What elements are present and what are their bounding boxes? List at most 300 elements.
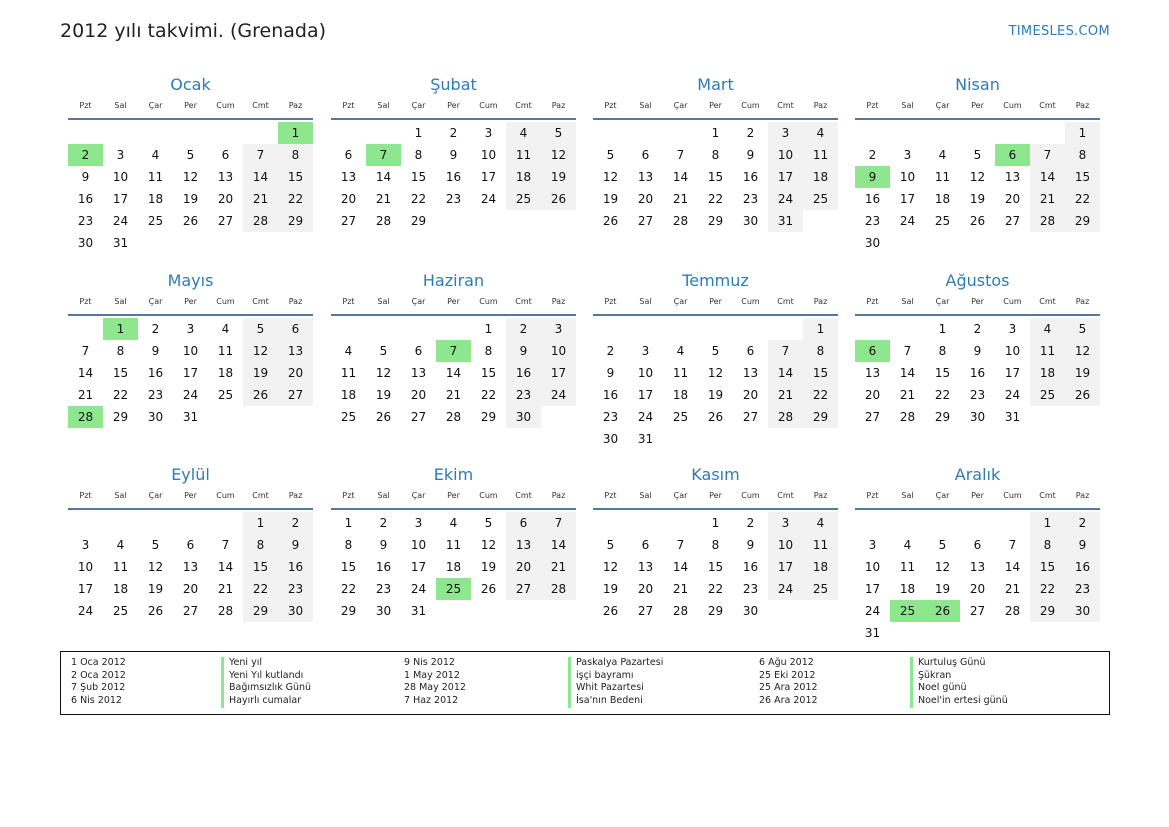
day-cell: 6 [186, 538, 195, 552]
day-cell: 22 [934, 388, 951, 402]
day-cell: 21 [768, 384, 803, 406]
day-cell: 26 [182, 214, 199, 228]
day-cell: 15 [480, 366, 497, 380]
weekday-label: Paz [551, 297, 566, 306]
empty-cell [855, 512, 890, 534]
day-cell: 13 [637, 170, 654, 184]
weekday-label: Çar [411, 101, 426, 110]
weekday-label: Pzt [342, 101, 355, 110]
weekday-label: Çar [148, 101, 163, 110]
day-cell: 28 [375, 214, 392, 228]
day-cell: 3 [1008, 322, 1017, 336]
days-grid [855, 318, 1100, 428]
empty-cell [173, 512, 208, 534]
legend-holiday-name: Yeni yıl [221, 657, 311, 670]
day-cell: 20 [340, 192, 357, 206]
day-cell: 17 [410, 560, 427, 574]
day-cell: 23 [506, 384, 541, 406]
day-cell: 14 [243, 166, 278, 188]
day-cell: 6 [973, 538, 982, 552]
legend-holiday-name: Yeni Yıl kutlandı [221, 670, 311, 683]
day-cell: 1 [711, 126, 720, 140]
day-cell: 16 [278, 556, 313, 578]
day-cell: 16 [506, 362, 541, 384]
day-cell: 25 [147, 214, 164, 228]
day-cell: 29 [112, 410, 129, 424]
day-cell: 4 [221, 322, 230, 336]
day-cell: 11 [803, 144, 838, 166]
day-cell: 29 [340, 604, 357, 618]
day-cell: 16 [742, 560, 759, 574]
day-cell: 27 [410, 410, 427, 424]
empty-cell [436, 318, 471, 340]
day-cell: 28 [899, 410, 916, 424]
day-cell: 18 [899, 582, 916, 596]
day-cell: 16 [969, 366, 986, 380]
day-cell: 15 [934, 366, 951, 380]
day-cell: 12 [480, 538, 497, 552]
empty-cell [995, 122, 1030, 144]
day-cell: 14 [1004, 560, 1021, 574]
day-cell: 30 [602, 432, 619, 446]
weekday-header [68, 292, 313, 316]
day-cell: 11 [445, 538, 462, 552]
weekday-label: Paz [288, 297, 303, 306]
month-block [593, 74, 838, 232]
day-cell: 23 [278, 578, 313, 600]
month-block [68, 270, 313, 428]
day-cell: 1 [1030, 512, 1065, 534]
day-cell: 28 [672, 604, 689, 618]
day-cell: 10 [864, 560, 881, 574]
month-block [855, 270, 1100, 428]
day-cell: 13 [1004, 170, 1021, 184]
day-cell: 10 [112, 170, 129, 184]
weekday-header [331, 96, 576, 120]
day-cell: 13 [340, 170, 357, 184]
month-block [68, 74, 313, 254]
day-cell: 31 [637, 432, 654, 446]
day-cell: 23 [742, 582, 759, 596]
days-grid [68, 512, 313, 622]
month-name: Mart [697, 75, 734, 94]
day-cell: 1 [803, 318, 838, 340]
day-cell: 11 [934, 170, 951, 184]
day-cell: 31 [1004, 410, 1021, 424]
day-cell: 28 [1004, 604, 1021, 618]
weekday-label: Per [447, 101, 460, 110]
day-cell: 12 [541, 144, 576, 166]
empty-cell [103, 122, 138, 144]
weekday-label: Pzt [342, 491, 355, 500]
day-cell: 9 [746, 538, 755, 552]
day-cell: 21 [672, 582, 689, 596]
legend-holiday-name: Noel'in ertesi günü [910, 695, 1008, 708]
legend-holiday-name: Şükran [910, 670, 1008, 683]
weekday-label: Pzt [866, 101, 879, 110]
day-cell: 24 [541, 384, 576, 406]
empty-cell [663, 122, 698, 144]
day-cell: 7 [1030, 144, 1065, 166]
weekday-label: Çar [148, 297, 163, 306]
day-cell: 17 [112, 192, 129, 206]
weekday-label: Cmt [515, 101, 532, 110]
day-cell: 17 [1004, 366, 1021, 380]
holiday-legend [60, 651, 1110, 715]
day-cell: 13 [278, 340, 313, 362]
day-cell: 5 [606, 538, 615, 552]
day-cell: 4 [506, 122, 541, 144]
days-grid [331, 318, 576, 428]
legend-date: 26 Ara 2012 [759, 695, 818, 707]
day-cell: 14 [672, 170, 689, 184]
day-cell: 30 [278, 600, 313, 622]
weekday-label: Cum [479, 101, 498, 110]
legend-holiday-name: Paskalya Pazartesi [568, 657, 663, 670]
weekday-label: Per [971, 101, 984, 110]
weekday-header [855, 96, 1100, 120]
day-cell: 29 [707, 214, 724, 228]
empty-cell [208, 122, 243, 144]
day-cell: 25 [934, 214, 951, 228]
day-cell: 10 [182, 344, 199, 358]
month-name: Ağustos [945, 271, 1010, 290]
day-cell: 22 [707, 582, 724, 596]
day-cell: 25 [217, 388, 234, 402]
day-cell: 29 [934, 410, 951, 424]
day-cell: 9 [1065, 534, 1100, 556]
day-cell: 2 [379, 516, 388, 530]
day-cell: 6 [344, 148, 353, 162]
day-cell: 24 [410, 582, 427, 596]
page-title: 2012 yılı takvimi. (Grenada) [60, 20, 327, 42]
weekday-label: Cum [1003, 101, 1022, 110]
day-cell: 2 [606, 344, 615, 358]
day-cell: 17 [768, 556, 803, 578]
day-cell: 3 [768, 122, 803, 144]
day-cell: 14 [899, 366, 916, 380]
day-cell: 21 [1030, 188, 1065, 210]
weekday-label: Per [971, 491, 984, 500]
day-cell: 17 [480, 170, 497, 184]
day-cell: 13 [969, 560, 986, 574]
day-cell: 23 [742, 192, 759, 206]
day-cell: 24 [768, 188, 803, 210]
day-cell: 15 [803, 362, 838, 384]
day-cell: 13 [506, 534, 541, 556]
legend-date: 7 Haz 2012 [404, 695, 459, 707]
day-cell: 8 [938, 344, 947, 358]
weekday-label: Paz [1075, 491, 1090, 500]
days-grid [331, 512, 576, 622]
weekday-label: Per [971, 297, 984, 306]
day-cell: 6 [641, 148, 650, 162]
weekday-label: Pzt [79, 297, 92, 306]
days-grid [593, 122, 838, 232]
weekday-label: Per [709, 491, 722, 500]
day-cell: 8 [711, 538, 720, 552]
day-cell: 16 [864, 192, 881, 206]
day-cell: 6 [221, 148, 230, 162]
weekday-label: Paz [1075, 101, 1090, 110]
month-name: Eylül [171, 465, 210, 484]
day-cell: 21 [77, 388, 94, 402]
day-cell: 27 [217, 214, 234, 228]
day-cell: 19 [375, 388, 392, 402]
holiday-day: 7 [436, 340, 471, 362]
day-cell: 2 [973, 322, 982, 336]
day-cell: 25 [1030, 384, 1065, 406]
weekday-label: Pzt [604, 101, 617, 110]
day-cell: 19 [147, 582, 164, 596]
day-cell: 13 [182, 560, 199, 574]
day-cell: 15 [112, 366, 129, 380]
day-cell: 4 [449, 516, 458, 530]
day-cell: 7 [541, 512, 576, 534]
day-cell: 15 [1065, 166, 1100, 188]
weekday-label: Sal [639, 101, 652, 110]
empty-cell [768, 318, 803, 340]
day-cell: 3 [414, 516, 423, 530]
day-cell: 25 [803, 578, 838, 600]
day-cell: 27 [506, 578, 541, 600]
day-cell: 12 [602, 560, 619, 574]
day-cell: 3 [903, 148, 912, 162]
empty-cell [1030, 122, 1065, 144]
day-cell: 14 [768, 362, 803, 384]
day-cell: 1 [243, 512, 278, 534]
weekday-label: Cum [741, 297, 760, 306]
day-cell: 16 [1065, 556, 1100, 578]
day-cell: 22 [1030, 578, 1065, 600]
day-cell: 5 [151, 538, 160, 552]
holiday-day: 6 [855, 340, 890, 362]
day-cell: 15 [278, 166, 313, 188]
day-cell: 5 [1065, 318, 1100, 340]
day-cell: 25 [506, 188, 541, 210]
day-cell: 10 [1004, 344, 1021, 358]
day-cell: 15 [707, 560, 724, 574]
weekday-label: Cum [1003, 491, 1022, 500]
site-link[interactable]: TIMESLES.COM [1008, 24, 1110, 39]
weekday-label: Per [447, 297, 460, 306]
day-cell: 14 [541, 534, 576, 556]
day-cell: 8 [711, 148, 720, 162]
day-cell: 30 [147, 410, 164, 424]
day-cell: 22 [278, 188, 313, 210]
weekday-label: Pzt [866, 297, 879, 306]
day-cell: 7 [768, 340, 803, 362]
weekday-label: Sal [639, 297, 652, 306]
empty-cell [890, 318, 925, 340]
day-cell: 3 [186, 322, 195, 336]
day-cell: 20 [410, 388, 427, 402]
day-cell: 26 [1065, 384, 1100, 406]
day-cell: 9 [151, 344, 160, 358]
day-cell: 29 [707, 604, 724, 618]
day-cell: 21 [541, 556, 576, 578]
day-cell: 4 [1030, 318, 1065, 340]
day-cell: 8 [414, 148, 423, 162]
day-cell: 23 [864, 214, 881, 228]
day-cell: 5 [973, 148, 982, 162]
day-cell: 11 [340, 366, 357, 380]
day-cell: 27 [278, 384, 313, 406]
day-cell: 30 [742, 214, 759, 228]
empty-cell [173, 122, 208, 144]
month-name: Ocak [170, 75, 211, 94]
day-cell: 26 [375, 410, 392, 424]
day-cell: 27 [1004, 214, 1021, 228]
weekday-header [331, 486, 576, 510]
weekday-label: Çar [935, 491, 950, 500]
day-cell: 1 [1065, 122, 1100, 144]
day-cell: 19 [934, 582, 951, 596]
day-cell: 28 [1030, 210, 1065, 232]
empty-cell [855, 122, 890, 144]
day-cell: 7 [903, 344, 912, 358]
legend-date: 2 Oca 2012 [71, 669, 126, 681]
weekday-label: Cmt [777, 101, 794, 110]
day-cell: 17 [899, 192, 916, 206]
weekday-header [68, 486, 313, 510]
day-cell: 5 [243, 318, 278, 340]
day-cell: 7 [81, 344, 90, 358]
day-cell: 21 [243, 188, 278, 210]
day-cell: 18 [934, 192, 951, 206]
day-cell: 9 [449, 148, 458, 162]
day-cell: 2 [746, 126, 755, 140]
day-cell: 28 [243, 210, 278, 232]
legend-date: 7 Şub 2012 [71, 682, 126, 694]
day-cell: 1 [938, 322, 947, 336]
day-cell: 8 [803, 340, 838, 362]
empty-cell [960, 512, 995, 534]
day-cell: 28 [672, 214, 689, 228]
day-cell: 10 [541, 340, 576, 362]
day-cell: 8 [1065, 144, 1100, 166]
weekday-label: Per [184, 297, 197, 306]
empty-cell [890, 512, 925, 534]
day-cell: 3 [484, 126, 493, 140]
day-cell: 13 [217, 170, 234, 184]
day-cell: 2 [449, 126, 458, 140]
day-cell: 1 [711, 516, 720, 530]
day-cell: 22 [243, 578, 278, 600]
empty-cell [366, 122, 401, 144]
day-cell: 20 [742, 388, 759, 402]
weekday-label: Cmt [777, 297, 794, 306]
empty-cell [733, 318, 768, 340]
day-cell: 11 [899, 560, 916, 574]
legend-date: 1 May 2012 [404, 669, 460, 681]
legend-date: 25 Eki 2012 [759, 669, 816, 681]
day-cell: 26 [243, 384, 278, 406]
month-name: Haziran [422, 271, 485, 290]
weekday-label: Çar [673, 491, 688, 500]
weekday-label: Cmt [1039, 297, 1056, 306]
day-cell: 11 [147, 170, 164, 184]
day-cell: 12 [375, 366, 392, 380]
holiday-day: 25 [436, 578, 471, 600]
weekday-header [593, 486, 838, 510]
day-cell: 11 [112, 560, 129, 574]
day-cell: 20 [864, 388, 881, 402]
day-cell: 27 [182, 604, 199, 618]
day-cell: 24 [768, 578, 803, 600]
month-name: Nisan [955, 75, 1000, 94]
weekday-label: Sal [377, 101, 390, 110]
day-cell: 11 [803, 534, 838, 556]
weekday-label: Per [184, 101, 197, 110]
weekday-label: Cmt [515, 297, 532, 306]
day-cell: 24 [1004, 388, 1021, 402]
weekday-label: Çar [935, 101, 950, 110]
weekday-header [855, 486, 1100, 510]
day-cell: 9 [746, 148, 755, 162]
days-grid [855, 122, 1100, 254]
day-cell: 11 [672, 366, 689, 380]
day-cell: 4 [938, 148, 947, 162]
day-cell: 17 [637, 388, 654, 402]
day-cell: 14 [445, 366, 462, 380]
empty-cell [855, 318, 890, 340]
weekday-label: Paz [551, 101, 566, 110]
day-cell: 14 [375, 170, 392, 184]
day-cell: 3 [116, 148, 125, 162]
day-cell: 26 [480, 582, 497, 596]
weekday-label: Pzt [604, 491, 617, 500]
day-cell: 22 [707, 192, 724, 206]
days-grid [68, 318, 313, 428]
month-name: Temmuz [682, 271, 749, 290]
day-cell: 14 [217, 560, 234, 574]
weekday-label: Sal [901, 101, 914, 110]
days-grid [855, 512, 1100, 644]
day-cell: 10 [480, 148, 497, 162]
legend-holiday-name: Whit Pazartesi [568, 682, 663, 695]
weekday-header [593, 96, 838, 120]
day-cell: 15 [410, 170, 427, 184]
holiday-day: 1 [103, 318, 138, 340]
day-cell: 13 [637, 560, 654, 574]
day-cell: 5 [938, 538, 947, 552]
month-block [68, 464, 313, 622]
day-cell: 2 [868, 148, 877, 162]
holiday-day: 7 [366, 144, 401, 166]
day-cell: 31 [112, 236, 129, 250]
day-cell: 31 [410, 604, 427, 618]
day-cell: 26 [602, 214, 619, 228]
day-cell: 17 [768, 166, 803, 188]
day-cell: 12 [707, 366, 724, 380]
day-cell: 29 [243, 600, 278, 622]
days-grid [331, 122, 576, 232]
day-cell: 29 [1065, 210, 1100, 232]
day-cell: 19 [1065, 362, 1100, 384]
day-cell: 4 [803, 512, 838, 534]
weekday-label: Paz [288, 101, 303, 110]
weekday-label: Cmt [1039, 491, 1056, 500]
day-cell: 3 [81, 538, 90, 552]
empty-cell [208, 512, 243, 534]
weekday-label: Pzt [604, 297, 617, 306]
day-cell: 24 [480, 192, 497, 206]
day-cell: 22 [803, 384, 838, 406]
empty-cell [663, 318, 698, 340]
day-cell: 23 [1065, 578, 1100, 600]
day-cell: 18 [340, 388, 357, 402]
